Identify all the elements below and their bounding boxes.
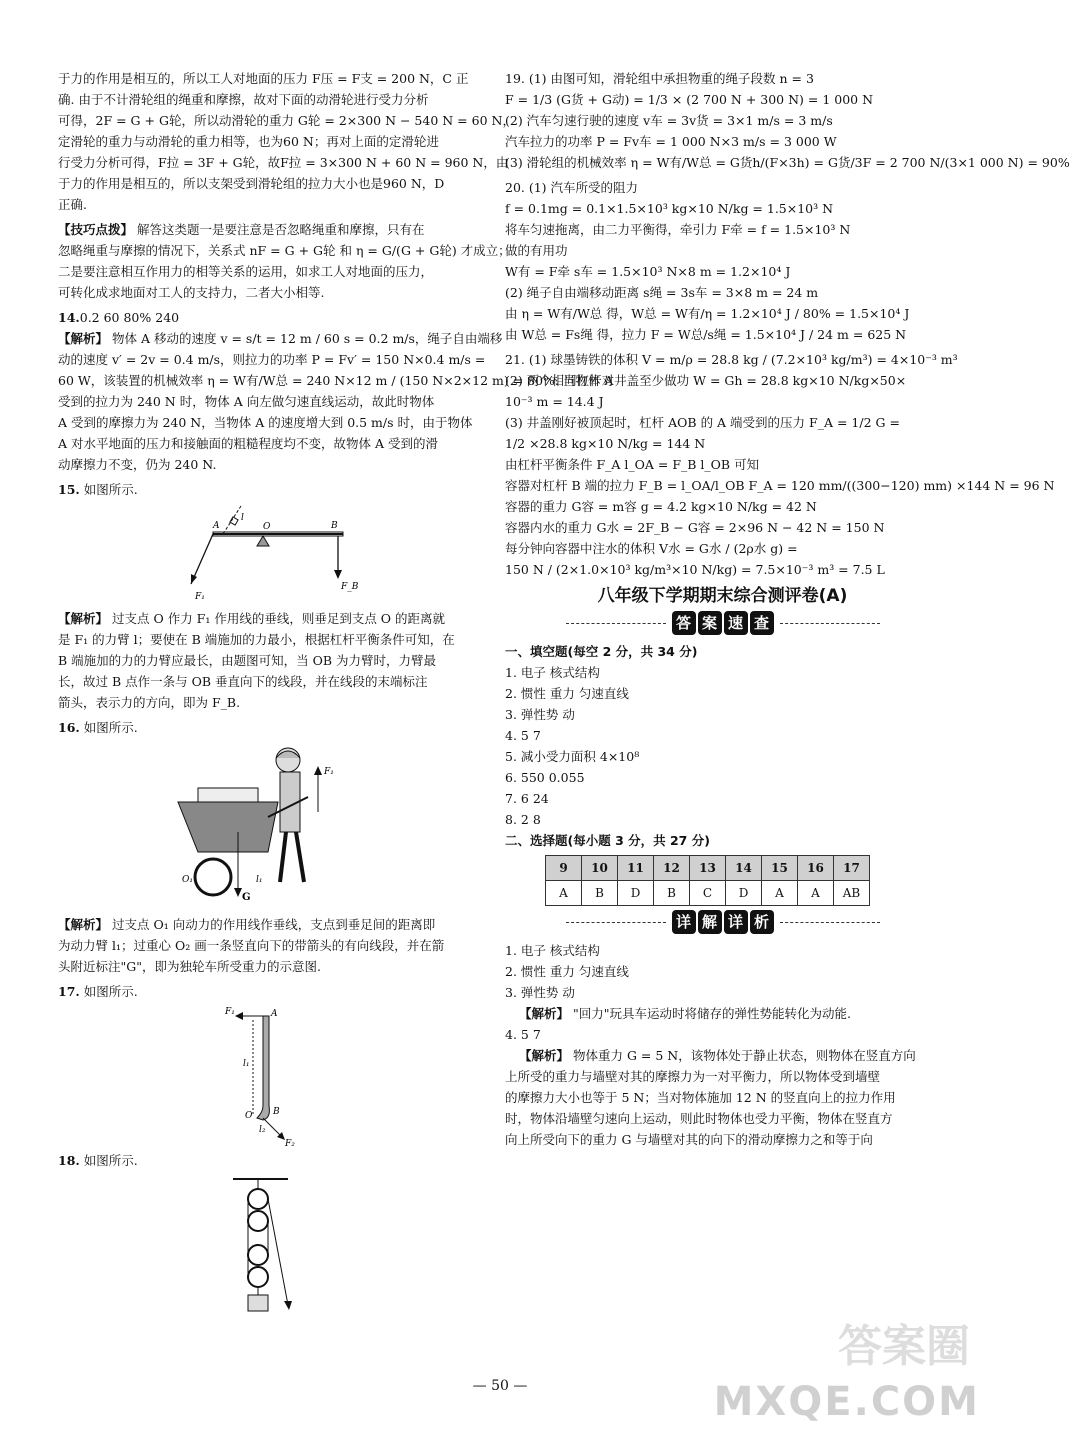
question-number: 16. xyxy=(58,720,80,735)
analysis-tag: 【解析】 xyxy=(519,1006,570,1021)
text-line: (2) 绳子自由端移动距离 s绳 = 3s车 = 3×8 m = 24 m xyxy=(505,285,819,300)
table-cell: 15 xyxy=(762,856,798,881)
banner-char: 详 xyxy=(724,910,748,934)
table-cell: 9 xyxy=(546,856,582,881)
banner-char: 速 xyxy=(724,611,748,635)
fill-section-heading: 一、填空题(每空 2 分，共 34 分) xyxy=(505,644,698,659)
table-cell: 10 xyxy=(582,856,618,881)
section-title: 八年级下学期期末综合测评卷(A) xyxy=(597,586,848,606)
answer-text: 如图所示. xyxy=(83,984,138,999)
text-line: 150 N / (2×1.0×10³ kg/m³×10 N/kg) = 7.5×10⁻³ m³ = 7.5 L xyxy=(505,562,885,577)
text-line: 时，物体沿墙壁匀速向上运动，则此时物体也受力平衡，物体在竖直方 xyxy=(505,1111,893,1126)
text-line: 于力的作用是相互的，所以工人对地面的压力 F压 = F支 = 200 N，C 正 xyxy=(58,71,469,86)
fill-answer: 3. 弹性势 动 xyxy=(505,707,575,722)
question-17 xyxy=(58,981,478,1149)
tip-block xyxy=(58,219,511,303)
detail-answer: 4. 5 7 xyxy=(505,1027,541,1042)
tip-tag: 【技巧点拨】 xyxy=(58,222,134,237)
lever-diagram xyxy=(183,504,359,604)
text-line: "回力"玩具车运动时将储存的弹性势能转化为动能. xyxy=(573,1006,851,1021)
text-line: 正确. xyxy=(58,197,87,212)
label-O: O xyxy=(245,1111,253,1121)
text-line: 10⁻³ m = 14.4 J xyxy=(505,394,604,409)
fill-answer: 7. 6 24 xyxy=(505,791,549,806)
question-20 xyxy=(505,177,940,345)
choice-answer-table xyxy=(545,855,870,906)
text-line: 箭头，表示力的方向，即为 F_B. xyxy=(58,695,241,710)
detail-answer: 3. 弹性势 动 xyxy=(505,985,575,1000)
question-19 xyxy=(505,68,1070,173)
text-line: 物体 A 移动的速度 v = s/t = 12 m / 60 s = 0.2 m/s，绳子自由端移 xyxy=(112,331,503,346)
table-cell: D xyxy=(618,881,654,906)
text-line: 汽车拉力的功率 P = Fv车 = 1 000 N×3 m/s = 3 000 W xyxy=(505,134,837,149)
question-15 xyxy=(58,479,478,713)
text-line: 动摩擦力不变，仍为 240 N. xyxy=(58,457,217,472)
text-line: (2) 汽车匀速行驶的速度 v车 = 3v货 = 3×1 m/s = 3 m/s xyxy=(505,113,833,128)
table-cell: 13 xyxy=(690,856,726,881)
text-line: 60 W，该装置的机械效率 η = W有/W总 = 240 N×12 m / (150 N×2×12 m) = 80%. 当物体 A xyxy=(58,373,614,388)
text-line: 可转化成求地面对工人的支持力，二者大小相等. xyxy=(58,285,325,300)
pulley-diagram xyxy=(228,1175,308,1315)
text-line: 忽略绳重与摩擦的情况下，关系式 nF = G + G轮 和 η = G/(G + G轮) 才成立； xyxy=(58,243,511,258)
question-number: 17. xyxy=(58,984,80,999)
label-A: A xyxy=(271,1009,278,1019)
table-row xyxy=(546,881,870,906)
text-line: (3) 井盖刚好被顶起时，杠杆 AOB 的 A 端受到的压力 F_A = 1/2 G = xyxy=(505,415,900,430)
label-FB: F_B xyxy=(341,582,359,592)
fill-answer: 8. 2 8 xyxy=(505,812,541,827)
text-line: 头附近标注"G"，即为独轮车所受重力的示意图. xyxy=(58,959,321,974)
banner-char: 案 xyxy=(698,611,722,635)
answer-text: 如图所示. xyxy=(83,720,138,735)
label-l: l xyxy=(241,513,244,523)
text-line: 由杠杆平衡条件 F_A l_OA = F_B l_OB 可知 xyxy=(505,457,760,472)
fill-answer: 6. 550 0.055 xyxy=(505,770,585,785)
choice-section-heading: 二、选择题(每小题 3 分，共 27 分) xyxy=(505,833,710,848)
label-B: B xyxy=(331,521,338,531)
text-line: A 对水平地面的压力和接触面的粗糙程度均不变，故物体 A 受到的滑 xyxy=(58,436,438,451)
text-line: f = 0.1mg = 0.1×1.5×10³ kg×10 N/kg = 1.5×10³ N xyxy=(505,201,834,216)
text-line: 受到的拉力为 240 N 时，物体 A 向左做匀速直线运动，故此时物体 xyxy=(58,394,435,409)
page-number: — 50 — xyxy=(472,1378,528,1394)
text-line: 容器内水的重力 G水 = 2F_B − G容 = 2×96 N − 42 N = 150 N xyxy=(505,520,885,535)
text-line: 确. 由于不计滑轮组的绳重和摩擦，故对下面的动滑轮进行受力分析 xyxy=(58,92,429,107)
table-cell: 12 xyxy=(654,856,690,881)
answer-quick-banner xyxy=(505,611,940,635)
label-A: A xyxy=(213,521,220,531)
label-F1: F₁ xyxy=(225,1007,235,1017)
text-line: 过支点 O₁ 向动力的作用线作垂线，支点到垂足间的距离即 xyxy=(112,917,436,932)
question-number: 14. xyxy=(58,310,80,325)
table-cell: 17 xyxy=(834,856,870,881)
banner-char: 解 xyxy=(698,910,722,934)
text-line: (3) 滑轮组的机械效率 η = W有/W总 = G货h/(F×3h) = G货/3F = 2 700 N/(3×1 000 N) = 90% xyxy=(505,155,1070,170)
label-l1: l₁ xyxy=(256,875,263,885)
banner-char: 详 xyxy=(672,910,696,934)
text-line: 1/2 ×28.8 kg×10 N/kg = 144 N xyxy=(505,436,706,451)
q13-continued xyxy=(58,68,515,215)
text-line: 21. (1) 球墨铸铁的体积 V = m/ρ = 28.8 kg / (7.2×10³ kg/m³) = 4×10⁻³ m³ xyxy=(505,352,958,367)
watermark: MXQE.COM xyxy=(713,1379,980,1425)
text-line: 上所受的重力与墙壁对其的摩擦力为一对平衡力，所以物体受到墙壁 xyxy=(505,1069,881,1084)
banner-char: 查 xyxy=(750,611,774,635)
analysis-tag: 【解析】 xyxy=(58,917,109,932)
table-cell: 14 xyxy=(726,856,762,881)
label-G: G xyxy=(242,892,251,903)
table-cell: C xyxy=(690,881,726,906)
detail-answer: 2. 惯性 重力 匀速直线 xyxy=(505,964,629,979)
text-line: 于力的作用是相互的，所以支架受到滑轮组的拉力大小也是960 N，D xyxy=(58,176,445,191)
text-line: 动的速度 v′ = 2v = 0.4 m/s，则拉力的功率 P = Fv′ = 150 N×0.4 m/s = xyxy=(58,352,486,367)
text-line: 容器的重力 G容 = m容 g = 4.2 kg×10 N/kg = 42 N xyxy=(505,499,817,514)
label-l2: l₂ xyxy=(259,1125,266,1135)
answer-text: 如图所示. xyxy=(83,482,138,497)
table-cell: A xyxy=(546,881,582,906)
watermark-logo: 答案圈 xyxy=(838,1321,970,1372)
analysis-tag: 【解析】 xyxy=(519,1048,570,1063)
label-O: O xyxy=(263,522,271,532)
question-number: 18. xyxy=(58,1153,80,1168)
table-cell: D xyxy=(726,881,762,906)
table-cell: 11 xyxy=(618,856,654,881)
text-line: 物体重力 G = 5 N，该物体处于静止状态，则物体在竖直方向 xyxy=(573,1048,916,1063)
text-line: 将车匀速拖离，由二力平衡得，牵引力 F牵 = f = 1.5×10³ N xyxy=(505,222,851,237)
question-number: 15. xyxy=(58,482,80,497)
table-cell: 16 xyxy=(798,856,834,881)
text-line: 可得，2F = G + G轮，所以动滑轮的重力 G轮 = 2×300 N − 540 N = 60 N， xyxy=(58,113,515,128)
label-O1: O₁ xyxy=(182,875,193,885)
text-line: F = 1/3 (G货 + G动) = 1/3 × (2 700 N + 300 N) = 1 000 N xyxy=(505,92,874,107)
label-F2: F₂ xyxy=(285,1139,295,1149)
analysis-tag: 【解析】 xyxy=(58,611,109,626)
crowbar-diagram xyxy=(223,1006,313,1149)
wheelbarrow-diagram xyxy=(168,742,368,910)
detail-answer: 1. 电子 核式结构 xyxy=(505,943,600,958)
fill-answer: 5. 减小受力面积 4×10⁸ xyxy=(505,749,640,764)
table-cell: A xyxy=(798,881,834,906)
label-l1: l₁ xyxy=(243,1059,250,1069)
table-cell: B xyxy=(582,881,618,906)
question-21 xyxy=(505,349,1055,580)
question-16 xyxy=(58,717,478,977)
label-F1: F₁ xyxy=(324,767,334,777)
text-line: 长，故过 B 点作一条与 OB 垂直向下的线段，并在线段的末端标注 xyxy=(58,674,428,689)
banner-char: 答 xyxy=(672,611,696,635)
text-line: 每分钟向容器中注水的体积 V水 = G水 / (2ρ水 g) = xyxy=(505,541,798,556)
fill-answer: 1. 电子 核式结构 xyxy=(505,665,600,680)
text-line: 行受力分析可得，F拉 = 3F + G轮，故F拉 = 3×300 N + 60 N = 960 N，由 xyxy=(58,155,509,170)
text-line: 二是要注意相互作用力的相等关系的运用，如求工人对地面的压力， xyxy=(58,264,434,279)
text-line: 20. (1) 汽车所受的阻力 xyxy=(505,180,639,195)
text-line: 做的有用功 xyxy=(505,243,568,258)
text-line: 容器对杠杆 B 端的拉力 F_B = l_OA/l_OB F_A = 120 mm/((300−120) mm) ×144 N = 96 N xyxy=(505,478,1055,493)
table-cell: A xyxy=(762,881,798,906)
text-line: B 端施加的力的力臂应最长，由题图可知，当 OB 为力臂时，力臂最 xyxy=(58,653,437,668)
text-line: (2) 两个相同杠杆对井盖至少做功 W = Gh = 28.8 kg×10 N/kg×50× xyxy=(505,373,907,388)
analysis-tag: 【解析】 xyxy=(58,331,109,346)
answer-text: 0.2 60 80% 240 xyxy=(79,310,180,325)
question-18 xyxy=(58,1150,478,1315)
text-line: 向上所受向下的重力 G 与墙壁对其的向下的滑动摩擦力之和等于向 xyxy=(505,1132,873,1147)
right-column xyxy=(505,68,1070,1150)
text-line: 解答这类题一是要注意是否忽略绳重和摩擦，只有在 xyxy=(137,222,425,237)
text-line: 的摩擦力大小也等于 5 N；当对物体施加 12 N 的竖直向上的拉力作用 xyxy=(505,1090,896,1105)
answer-text: 如图所示. xyxy=(83,1153,138,1168)
text-line: W有 = F牵 s车 = 1.5×10³ N×8 m = 1.2×10⁴ J xyxy=(505,264,791,279)
banner-char: 析 xyxy=(750,910,774,934)
label-F1: F₁ xyxy=(195,592,205,602)
table-header-row xyxy=(546,856,870,881)
text-line: 是 F₁ 的力臂 l；要使在 B 端施加的力最小，根据杠杆平衡条件可知，在 xyxy=(58,632,455,647)
text-line: 由 η = W有/W总 得，W总 = W有/η = 1.2×10⁴ J / 80% = 1.5×10⁴ J xyxy=(505,306,910,321)
text-line: 由 W总 = Fs绳 得，拉力 F = W总/s绳 = 1.5×10⁴ J / 24 m = 625 N xyxy=(505,327,907,342)
text-line: 定滑轮的重力与动滑轮的重力相等，也为60 N；再对上面的定滑轮进 xyxy=(58,134,439,149)
text-line: 为动力臂 l₁；过重心 O₂ 画一条竖直向下的带箭头的有向线段，并在箭 xyxy=(58,938,445,953)
text-line: 19. (1) 由图可知，滑轮组中承担物重的绳子段数 n = 3 xyxy=(505,71,814,86)
detail-analysis-banner xyxy=(505,910,940,934)
label-B: B xyxy=(273,1107,280,1117)
text-line: A 受到的摩擦力为 240 N，当物体 A 的速度增大到 0.5 m/s 时，由于物体 xyxy=(58,415,473,430)
fill-answer: 2. 惯性 重力 匀速直线 xyxy=(505,686,629,701)
table-cell: AB xyxy=(834,881,870,906)
text-line: 过支点 O 作力 F₁ 作用线的垂线，则垂足到支点 O 的距离就 xyxy=(112,611,446,626)
table-cell: B xyxy=(654,881,690,906)
fill-answer: 4. 5 7 xyxy=(505,728,541,743)
